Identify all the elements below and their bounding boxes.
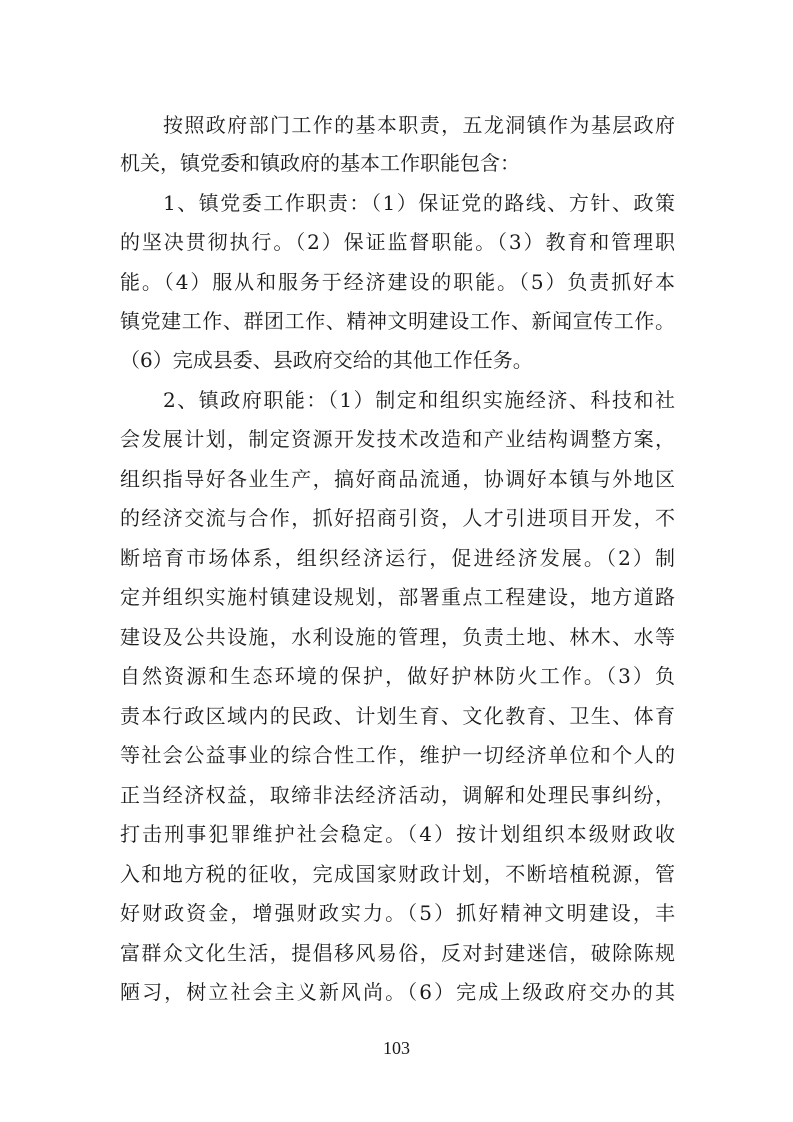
paragraph-2-line-4: 镇党建工作、群团工作、精神文明建设工作、新闻宣传工作。	[120, 309, 675, 333]
paragraph-3-line-6: 定并组织实施村镇建设规划，部署重点工程建设，地方道路	[120, 585, 675, 609]
paragraph-1-line-2: 机关，镇党委和镇政府的基本工作职能包含：	[120, 151, 520, 175]
paragraph-3-line-1: 2、镇政府职能：（1）制定和组织实施经济、科技和社	[163, 388, 675, 412]
paragraph-1-line-1: 按照政府部门工作的基本职责，五龙洞镇作为基层政府	[163, 113, 675, 137]
paragraph-3-line-2: 会发展计划，制定资源开发技术改造和产业结构调整方案，	[120, 427, 675, 451]
paragraph-3-line-13: 入和地方税的征收，完成国家财政计划，不断培植税源，管	[120, 862, 675, 886]
paragraph-3-line-10: 等社会公益事业的综合性工作，维护一切经济单位和个人的	[120, 743, 675, 767]
paragraph-2-line-5: （6）完成县委、县政府交给的其他工作任务。	[120, 348, 533, 372]
paragraph-3-line-11: 正当经济权益，取缔非法经济活动，调解和处理民事纠纷，	[120, 783, 675, 807]
paragraph-3-line-15: 富群众文化生活，提倡移风易俗，反对封建迷信，破除陈规	[120, 941, 675, 965]
paragraph-3-line-4: 的经济交流与合作，抓好招商引资，人才引进项目开发，不	[120, 506, 675, 530]
paragraph-3-line-16: 陋习，树立社会主义新风尚。（6）完成上级政府交办的其	[120, 980, 675, 1004]
paragraph-2-line-1: 1、镇党委工作职责：（1）保证党的路线、方针、政策	[163, 191, 675, 215]
paragraph-2-line-3: 能。（4）服从和服务于经济建设的职能。（5）负责抓好本	[120, 270, 675, 294]
paragraph-3-line-5: 断培育市场体系，组织经济运行，促进经济发展。（2）制	[120, 546, 675, 570]
paragraph-3-line-9: 责本行政区域内的民政、计划生育、文化教育、卫生、体育	[120, 704, 675, 728]
paragraph-3-line-12: 打击刑事犯罪维护社会稳定。（4）按计划组织本级财政收	[120, 822, 675, 846]
paragraph-2-line-2: 的坚决贯彻执行。（2）保证监督职能。（3）教育和管理职	[120, 230, 675, 254]
paragraph-3-line-8: 自然资源和生态环境的保护，做好护林防火工作。（3）负	[120, 664, 675, 688]
paragraph-3-line-7: 建设及公共设施，水利设施的管理，负责土地、林木、水等	[120, 625, 675, 649]
paragraph-3-line-14: 好财政资金，增强财政实力。（5）抓好精神文明建设，丰	[120, 901, 675, 925]
page-number: 103	[383, 1038, 410, 1058]
paragraph-3-line-3: 组织指导好各业生产，搞好商品流通，协调好本镇与外地区	[120, 467, 675, 491]
